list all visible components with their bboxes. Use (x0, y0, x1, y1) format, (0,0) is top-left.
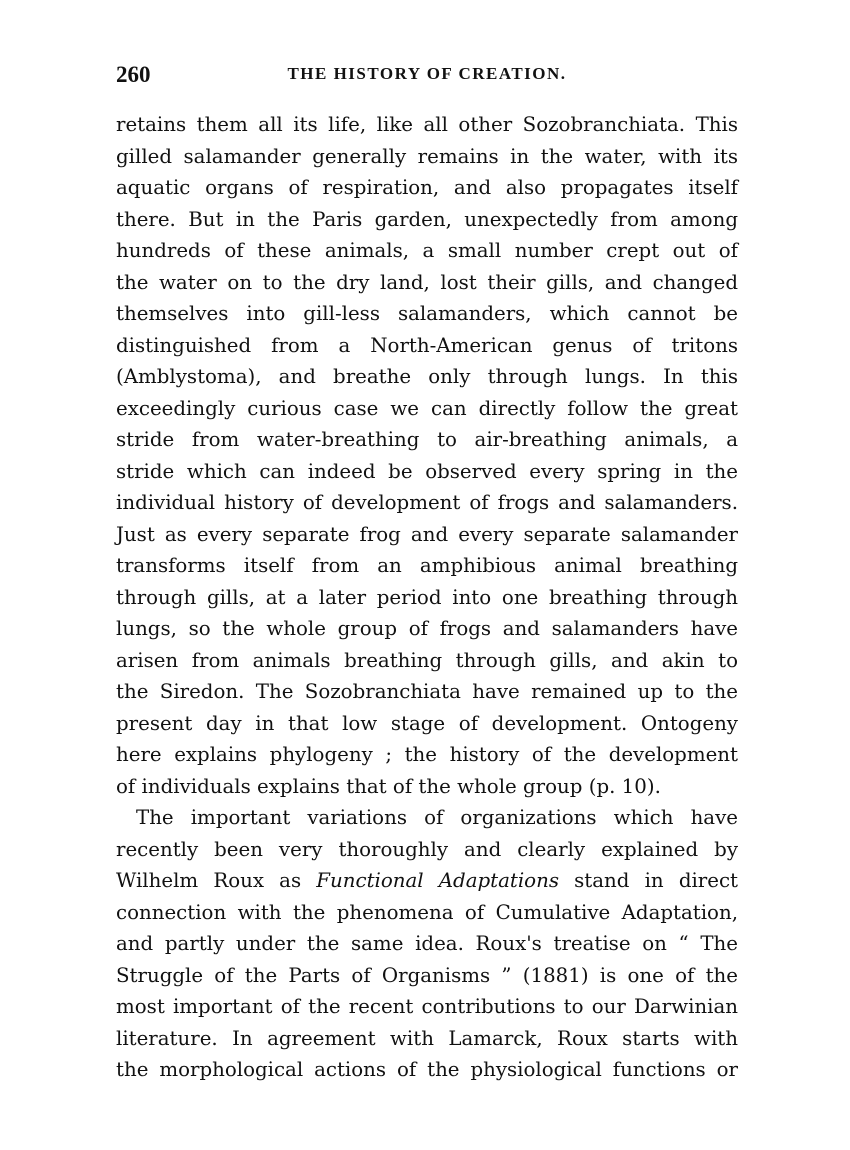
text-line: literature. In agreement with Lamarck, Roux starts with (116, 1026, 738, 1050)
text-line: and partly under the same idea. Roux's treatise on “ The (116, 932, 738, 955)
text-line: here explains phylogeny ; the history of the development (116, 743, 738, 766)
text-line: themselves into gill-less salamanders, which cannot be (116, 302, 738, 325)
text-line: arisen from animals breathing through gills, and akin to (116, 648, 738, 672)
text-line: transforms itself from an amphibious animal breathing (116, 554, 738, 577)
text-line-with-emphasis (116, 865, 738, 897)
page-number: 260 (116, 62, 151, 87)
text-line: individual history of development of frogs and salamanders. (116, 491, 738, 514)
text-segment: stand in direct (559, 869, 738, 892)
text-line: lungs, so the whole group of frogs and salamanders have (116, 617, 738, 640)
text-line: Struggle of the Parts of Organisms ” (1881) is one of the (116, 963, 738, 987)
page-header (116, 62, 738, 92)
text-line: gilled salamander generally remains in the water, with its (116, 144, 738, 168)
text-line: Just as every separate frog and every separate salamander (116, 522, 738, 546)
text-line: most important of the recent contributions to our Darwinian (116, 995, 738, 1018)
text-line: of individuals explains that of the whole group (p. 10). (116, 774, 661, 798)
text-line: present day in that low stage of development. Ontogeny (116, 711, 738, 735)
text-line: the water on to the dry land, lost their gills, and changed (116, 270, 738, 294)
text-line: the Siredon. The Sozobranchiata have remained up to the (116, 680, 738, 703)
text-line: through gills, at a later period into one breathing through (116, 585, 738, 609)
text-line: stride which can indeed be observed every spring in the (116, 459, 738, 483)
text-line: connection with the phenomena of Cumulative Adaptation, (116, 900, 738, 924)
paragraph-1 (116, 109, 738, 802)
text-line: recently been very thoroughly and clearly explained by (116, 837, 738, 861)
text-line: aquatic organs of respiration, and also propagates itself (116, 176, 738, 199)
text-line: (Amblystoma), and breathe only through lungs. In this (116, 365, 738, 388)
body-text (116, 109, 738, 1086)
text-line: exceedingly curious case we can directly follow the great (116, 396, 738, 420)
text-line: hundreds of these animals, a small number crept out of (116, 239, 738, 262)
text-line: stride from water-breathing to air-breathing animals, a (116, 428, 738, 451)
text-line: The important variations of organizations which have (136, 806, 738, 829)
text-line: distinguished from a North-American genus of tritons (116, 333, 738, 357)
text-line: there. But in the Paris garden, unexpectedly from among (116, 207, 738, 231)
paragraph-2 (116, 802, 738, 1086)
running-title: THE HISTORY OF CREATION. (287, 64, 567, 83)
emphasis-functional-adaptations: Functional Adaptations (316, 869, 559, 892)
text-segment: Wilhelm Roux as (116, 869, 317, 892)
text-line: retains them all its life, like all other Sozobranchiata. This (116, 113, 738, 136)
text-line: the morphological actions of the physiological functions or (116, 1058, 738, 1081)
